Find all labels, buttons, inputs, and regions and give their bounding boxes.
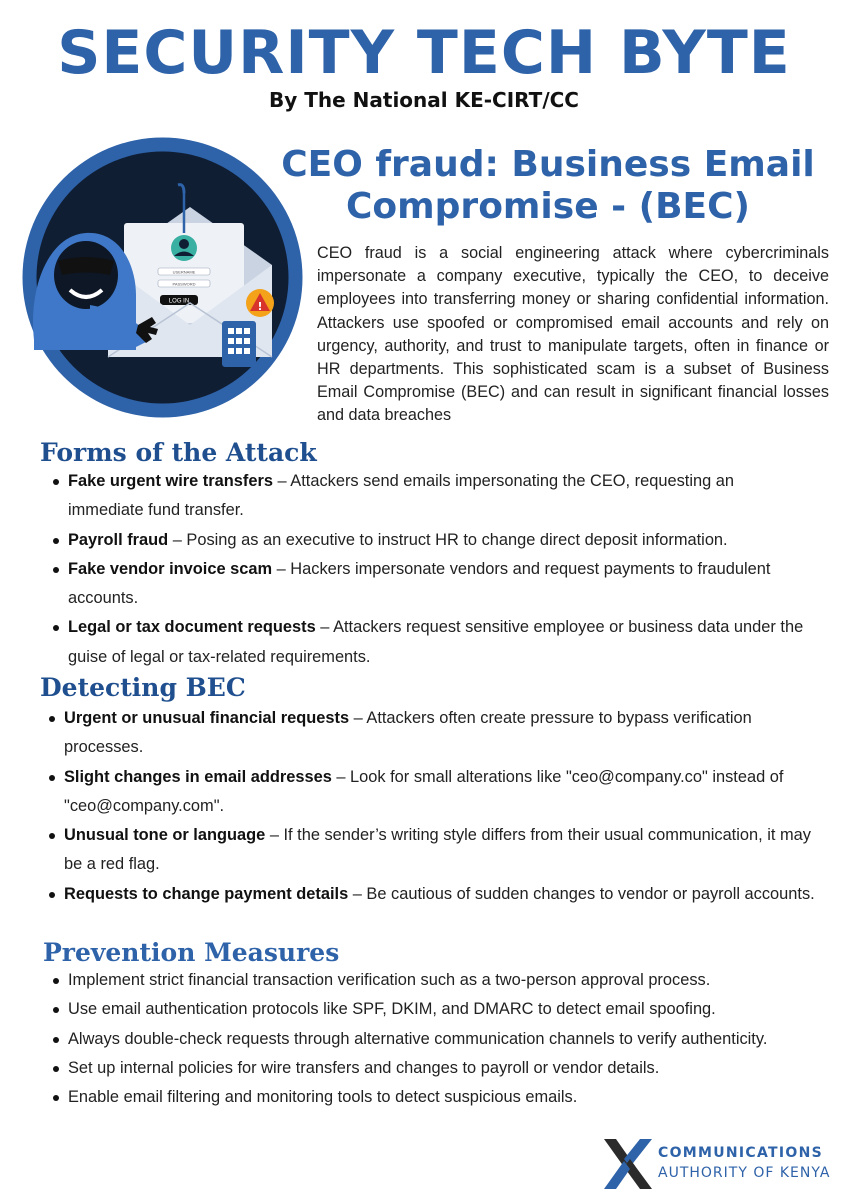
prevention-list (68, 966, 788, 1112)
list-item-term: Payroll fraud (68, 530, 169, 549)
list-item-term: Urgent or unusual financial requests (64, 709, 350, 727)
detecting-heading: Detecting BEC (40, 673, 246, 702)
list-item-text: – Posing as an executive to instruct HR to change direct deposit information. (168, 530, 728, 549)
list-item (68, 467, 813, 526)
forms-heading: Forms of the Attack (40, 438, 317, 467)
prevention-heading: Prevention Measures (43, 938, 340, 967)
list-item (64, 821, 819, 880)
byline: By The National KE-CIRT/CC (269, 88, 579, 112)
ca-logo-mark-icon (600, 1133, 656, 1193)
list-item-text: – If the sender’s writing style differs from their usual communication, it may be a red flag. (64, 826, 811, 874)
list-item-text: – Hackers impersonate vendors and request payments to fraudulent accounts. (68, 559, 771, 608)
list-item: Always double-check requests through alternative communication channels to verify authenticity. (68, 1025, 788, 1054)
list-item-text: – Attackers send emails impersonating the CEO, requesting an immediate fund transfer. (68, 472, 734, 520)
logo-text-line1: COMMUNICATIONS (658, 1145, 824, 1161)
login-button-label: LOG IN (168, 298, 190, 305)
detecting-list (64, 704, 819, 909)
list-item-text: – Attackers often create pressure to bypass verification processes. (64, 709, 752, 757)
list-item (64, 763, 819, 822)
list-item-term: Requests to change payment details (64, 884, 349, 903)
list-item-term: Fake vendor invoice scam (68, 559, 273, 578)
svg-text:!: ! (257, 300, 263, 313)
article-title-line2: Compromise - (BEC) (346, 186, 750, 227)
main-title: SECURITY TECH BYTE (57, 18, 791, 88)
sunglasses-icon (58, 257, 114, 275)
intro-paragraph: CEO fraud is a social engineering attack where cybercriminals impersonate a company executive, typically the CEO, to deceive employees into transferring money or sharing confidential information. Attackers use spoofed or compromised email accounts and rely on urgency, authority, and trust to manipulate targets, often in finance or HR departments. This sophisticated scam is a subset of Business Email Compromise (BEC) and can result in significant financial losses and data breaches (317, 244, 829, 425)
list-item (64, 880, 819, 909)
logo-text-line2: AUTHORITY OF KENYA (658, 1165, 831, 1181)
list-item: Use email authentication protocols like SPF, DKIM, and DMARC to detect email spoofing. (68, 995, 788, 1024)
username-field-label: USERNAME (172, 269, 196, 275)
list-item-text: – Look for small alterations like "ceo@company.co" instead of "ceo@company.com". (64, 767, 784, 815)
forms-list (68, 467, 813, 672)
list-item-text: – Be cautious of sudden changes to vendor or payroll accounts. (348, 884, 815, 903)
list-item-term: Slight changes in email addresses (64, 767, 332, 786)
password-field-label: PASSWORD (172, 281, 196, 287)
list-item (68, 526, 813, 555)
hacker-phishing-illustration (20, 135, 305, 420)
ca-kenya-logo (600, 1133, 840, 1193)
list-item: Implement strict financial transaction verification such as a two-person approval process. (68, 966, 788, 995)
list-item: Set up internal policies for wire transfers and changes to payroll or vendor details. (68, 1054, 788, 1083)
list-item-term: Unusual tone or language (64, 826, 266, 845)
article-title (268, 144, 828, 228)
list-item (68, 613, 813, 672)
article-title-line1: CEO fraud: Business Email (281, 144, 815, 185)
list-item (64, 704, 819, 763)
list-item (68, 555, 813, 614)
list-item: Enable email filtering and monitoring tools to detect suspicious emails. (68, 1083, 788, 1112)
list-item-term: Fake urgent wire transfers (68, 472, 273, 490)
list-item-text: – Attackers request sensitive employee or business data under the guise of legal or tax-related requirements. (68, 618, 804, 666)
list-item-term: Legal or tax document requests (68, 618, 316, 637)
